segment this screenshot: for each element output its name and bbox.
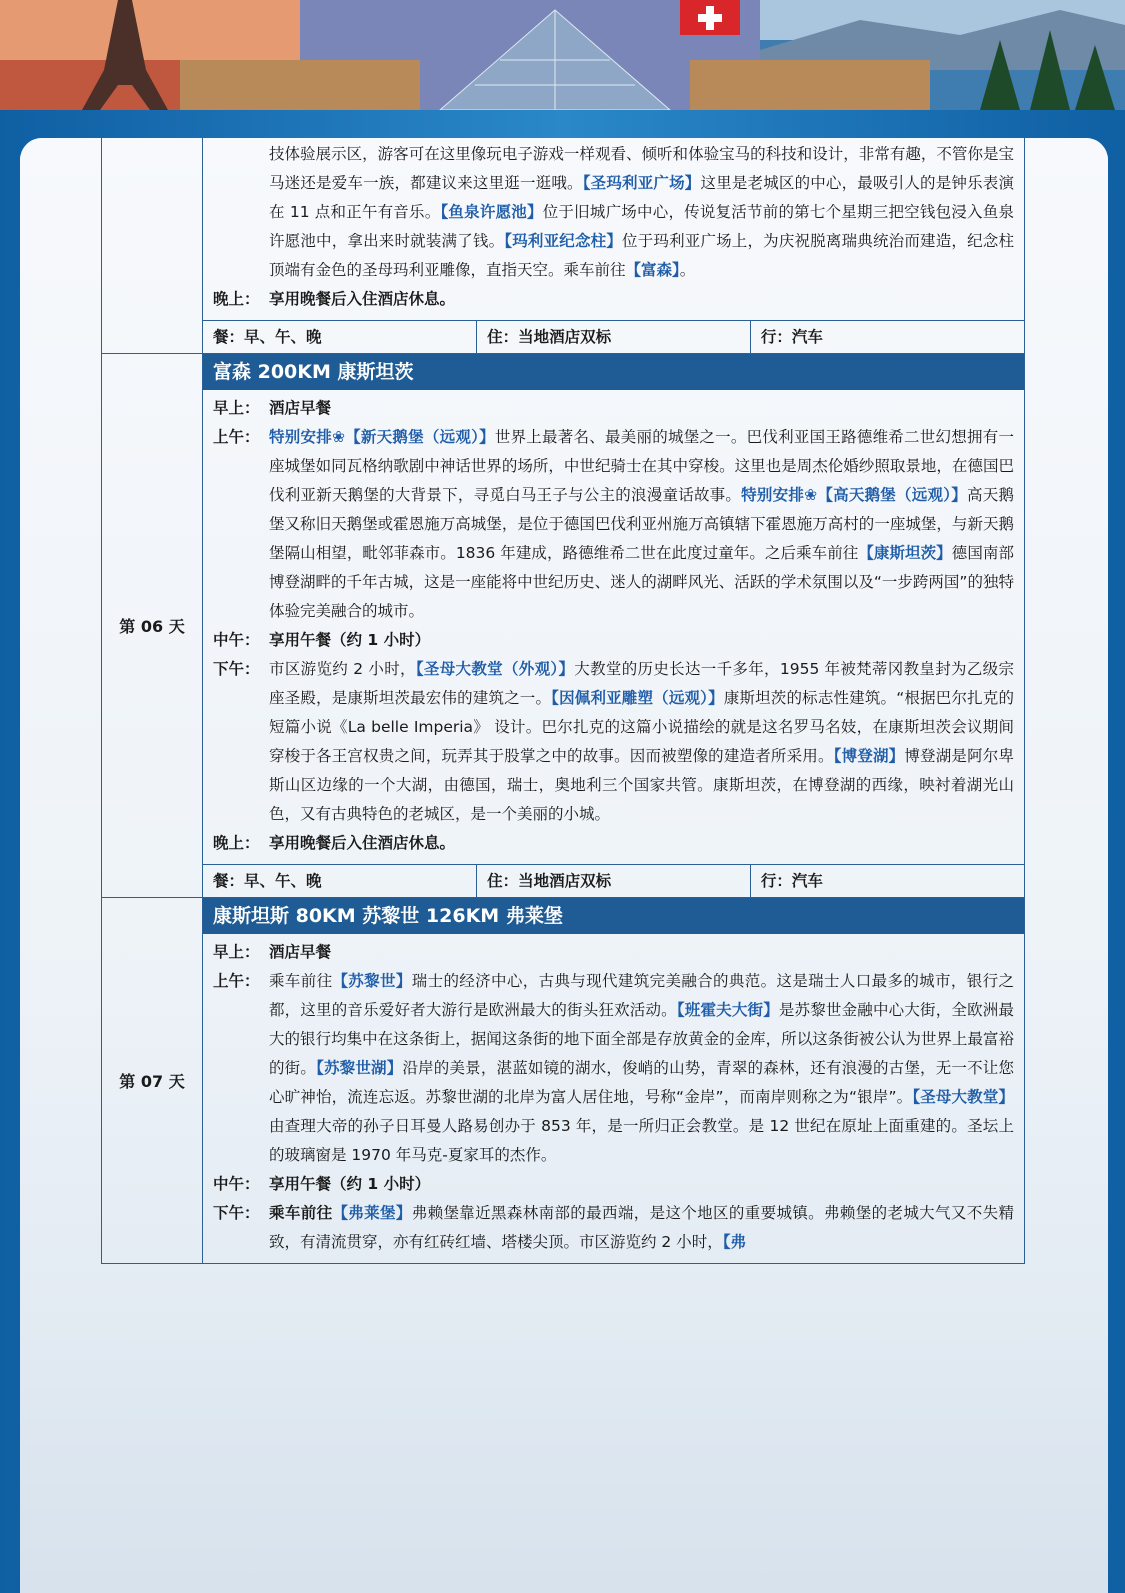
- day-label: 第 06 天: [102, 354, 203, 898]
- description-text: 是苏黎世金融中心大街，全欧洲最大的银行均集中在这条街上，据闻这条街的地下面全部是存放黄金的金库，所以这条街被公认为世界上最富裕的街。: [269, 1001, 1014, 1077]
- day-schedule: [203, 934, 1024, 1263]
- description-text: 享用晚餐后入住酒店休息。: [269, 290, 456, 308]
- segment-time-label: 下午：: [213, 660, 260, 678]
- description-text: 技体验展示区，游客可在这里像玩电子游戏一样观看、倾听和体验宝马的科技和设计，非常有趣，不管你是宝马迷还是爱车一族，都建议来这里逛一逛哦。: [269, 145, 1014, 192]
- description-text: 沿岸的美景，湛蓝如镜的湖水，俊峭的山势，青翠的森林，还有浪漫的古堡，无一不让您心旷神怡，流连忘返。苏黎世湖的北岸为富人居住地，号称“金岸”，而南岸则称之为“银岸”。: [269, 1059, 1014, 1106]
- description-text: 弗赖堡靠近黑森林南部的最西端，是这个地区的重要城镇。弗赖堡的老城大气又不失精致，有清流贯穿，亦有红砖红墙、塔楼尖顶。市区游览约 2 小时，: [269, 1204, 1014, 1251]
- segment-description: [269, 394, 1014, 423]
- segment-time-label: 上午：: [213, 972, 260, 990]
- transport-info: 行：汽车: [750, 865, 1024, 897]
- schedule-segment: [213, 140, 1014, 285]
- schedule-segment: [213, 938, 1014, 967]
- description-text: 酒店早餐: [269, 943, 332, 961]
- segment-description: [269, 285, 1014, 314]
- segment-time-label: 早上：: [213, 943, 260, 961]
- description-text: 由查理大帝的孙子日耳曼人路易创办于 853 年，是一所归正会教堂。是 12 世纪在原址上面重建的。圣坛上的玻璃窗是 1970 年马克-夏家耳的杰作。: [269, 1117, 1014, 1164]
- description-text: 康斯坦茨的标志性建筑。“根据巴尔扎克的短篇小说《La belle Imperia》 设计。巴尔扎克的这篇小说描绘的就是这名罗马名妓，在康斯坦茨会议期间穿梭于各王宫权贵之间，玩弄其于股掌之中的故事。因而被塑像的建造者所采用。: [269, 689, 1014, 765]
- attraction-name: 【苏黎世湖】: [316, 1059, 403, 1077]
- attraction-name: 【弗莱堡】: [332, 1204, 412, 1222]
- description-text: 位于玛利亚广场上，为庆祝脱离瑞典统治而建造，纪念柱顶端有金色的圣母玛利亚雕像，直指天空。乘车前往: [269, 232, 1014, 279]
- attraction-name: 特别安排❀【高天鹅堡（远观）】: [741, 486, 967, 504]
- description-text: 位于旧城广场中心，传说复活节前的第七个星期三把空钱包浸入鱼泉许愿池中，拿出来时就装满了钱。: [269, 203, 1014, 250]
- day-content: [203, 354, 1025, 898]
- schedule-segment: [213, 967, 1014, 1170]
- description-text: 世界上最著名、最美丽的城堡之一。巴伐利亚国王路德维希二世幻想拥有一座城堡如同瓦格纳歌剧中神话世界的场所，中世纪骑士在其中穿梭。这里也是周杰伦婚纱照取景地，在德国巴伐利亚新天鹅堡的大背景下，寻觅白马王子与公主的浪漫童话故事。: [269, 428, 1014, 504]
- attraction-name: 【班霍夫大街】: [676, 1001, 779, 1019]
- segment-description: [269, 938, 1014, 967]
- segment-time-label: 晚上：: [213, 834, 260, 852]
- schedule-segment: [213, 626, 1014, 655]
- description-text: 德国南部博登湖畔的千年古城，这是一座能将中世纪历史、迷人的湖畔风光、活跃的学术氛围以及“一步跨两国”的独特体验完美融合的城市。: [269, 544, 1014, 620]
- meals-info: 餐：早、午、晚: [213, 872, 322, 890]
- day-row: [102, 898, 1025, 1264]
- route-title: 康斯坦斯 80KM 苏黎世 126KM 弗莱堡: [203, 898, 1024, 934]
- description-text: 高天鹅堡又称旧天鹅堡或霍恩施万高城堡，是位于德国巴伐利亚州施万高镇辖下霍恩施万高村的一座城堡，与新天鹅堡隔山相望，毗邻菲森市。1836 年建成，路德维希二世在此度过童年。之后乘车前往: [269, 486, 1014, 562]
- day-summary: [203, 320, 1024, 353]
- segment-time-label: 早上：: [213, 399, 260, 417]
- attraction-name: 【富森】: [625, 261, 680, 279]
- description-text: 享用晚餐后入住酒店休息。: [269, 834, 456, 852]
- day-content: [203, 898, 1025, 1264]
- attraction-name: 【圣玛利亚广场】: [582, 174, 701, 192]
- segment-description: [269, 967, 1014, 1170]
- attraction-name: 【玛利亚纪念柱】: [504, 232, 623, 250]
- attraction-name: 【圣母大教堂】: [912, 1088, 1014, 1106]
- attraction-name: 【鱼泉许愿池】: [440, 203, 543, 221]
- schedule-segment: [213, 394, 1014, 423]
- description-text: 乘车前往: [269, 1204, 333, 1222]
- day-row: [102, 138, 1025, 354]
- segment-time-label: 中午：: [213, 631, 260, 649]
- transport-info: 行：汽车: [750, 321, 1024, 353]
- schedule-segment: [213, 655, 1014, 829]
- segment-description: [213, 140, 1014, 285]
- attraction-name: 特别安排❀【新天鹅堡（远观）】: [269, 428, 495, 446]
- hotel-info: 住：当地酒店双标: [477, 321, 751, 353]
- day-schedule: [203, 138, 1024, 320]
- description-text: 博登湖是阿尔卑斯山区边缘的一个大湖，由德国，瑞士，奥地利三个国家共管。康斯坦茨，在博登湖的西缘，映衬着湖光山色，又有古典特色的老城区，是一个美丽的小城。: [269, 747, 1014, 823]
- day-content: [203, 138, 1025, 354]
- itinerary-card: [20, 138, 1108, 1593]
- attraction-name: 【博登湖】: [833, 747, 905, 765]
- segment-time-label: 下午：: [213, 1204, 260, 1222]
- day-schedule: [203, 390, 1024, 864]
- hotel-info: 住：当地酒店双标: [477, 865, 751, 897]
- attraction-name: 【苏黎世】: [332, 972, 412, 990]
- description-text: 。: [679, 261, 696, 279]
- description-text: 这里是老城区的中心，最吸引人的是钟乐表演在 11 点和正午有音乐。: [269, 174, 1014, 221]
- schedule-segment: [213, 829, 1014, 858]
- attraction-name: 【因佩利亚雕塑（远观）】: [551, 689, 724, 707]
- segment-description: [269, 626, 1014, 655]
- description-text: 享用午餐（约 1 小时）: [269, 1175, 431, 1193]
- attraction-name: 【弗: [722, 1233, 746, 1251]
- description-text: 大教堂的历史长达一千多年，1955 年被梵蒂冈教皇封为乙级宗座圣殿，是康斯坦茨最宏伟的建筑之一。: [269, 660, 1014, 707]
- segment-description: [269, 1199, 1014, 1257]
- schedule-segment: [213, 1170, 1014, 1199]
- meals-info: 餐：早、午、晚: [213, 328, 322, 346]
- summary-table: [203, 865, 1024, 897]
- route-title: 富森 200KM 康斯坦茨: [203, 354, 1024, 390]
- summary-row: [203, 865, 1024, 897]
- day-label: [102, 138, 203, 354]
- day-row: [102, 354, 1025, 898]
- description-text: 市区游览约 2 小时，: [269, 660, 416, 678]
- schedule-segment: [213, 1199, 1014, 1257]
- segment-description: [269, 829, 1014, 858]
- segment-description: [269, 655, 1014, 829]
- summary-row: [203, 321, 1024, 353]
- description-text: 乘车前往: [269, 972, 333, 990]
- description-text: 酒店早餐: [269, 399, 332, 417]
- summary-table: [203, 321, 1024, 353]
- segment-time-label: 中午：: [213, 1175, 260, 1193]
- segment-description: [269, 1170, 1014, 1199]
- schedule-segment: [213, 423, 1014, 626]
- description-text: 瑞士的经济中心，古典与现代建筑完美融合的典范。这是瑞士人口最多的城市，银行之都，这里的音乐爱好者大游行是欧洲最大的街头狂欢活动。: [269, 972, 1014, 1019]
- segment-time-label: 上午：: [213, 428, 260, 446]
- schedule-segment: [213, 285, 1014, 314]
- attraction-name: 【康斯坦茨】: [858, 544, 952, 562]
- description-text: 享用午餐（约 1 小时）: [269, 631, 431, 649]
- itinerary-table: [101, 138, 1025, 1264]
- segment-time-label: 晚上：: [213, 290, 260, 308]
- day-label: 第 07 天: [102, 898, 203, 1264]
- attraction-name: 【圣母大教堂（外观）】: [415, 660, 575, 678]
- segment-description: [269, 423, 1014, 626]
- day-summary: [203, 864, 1024, 897]
